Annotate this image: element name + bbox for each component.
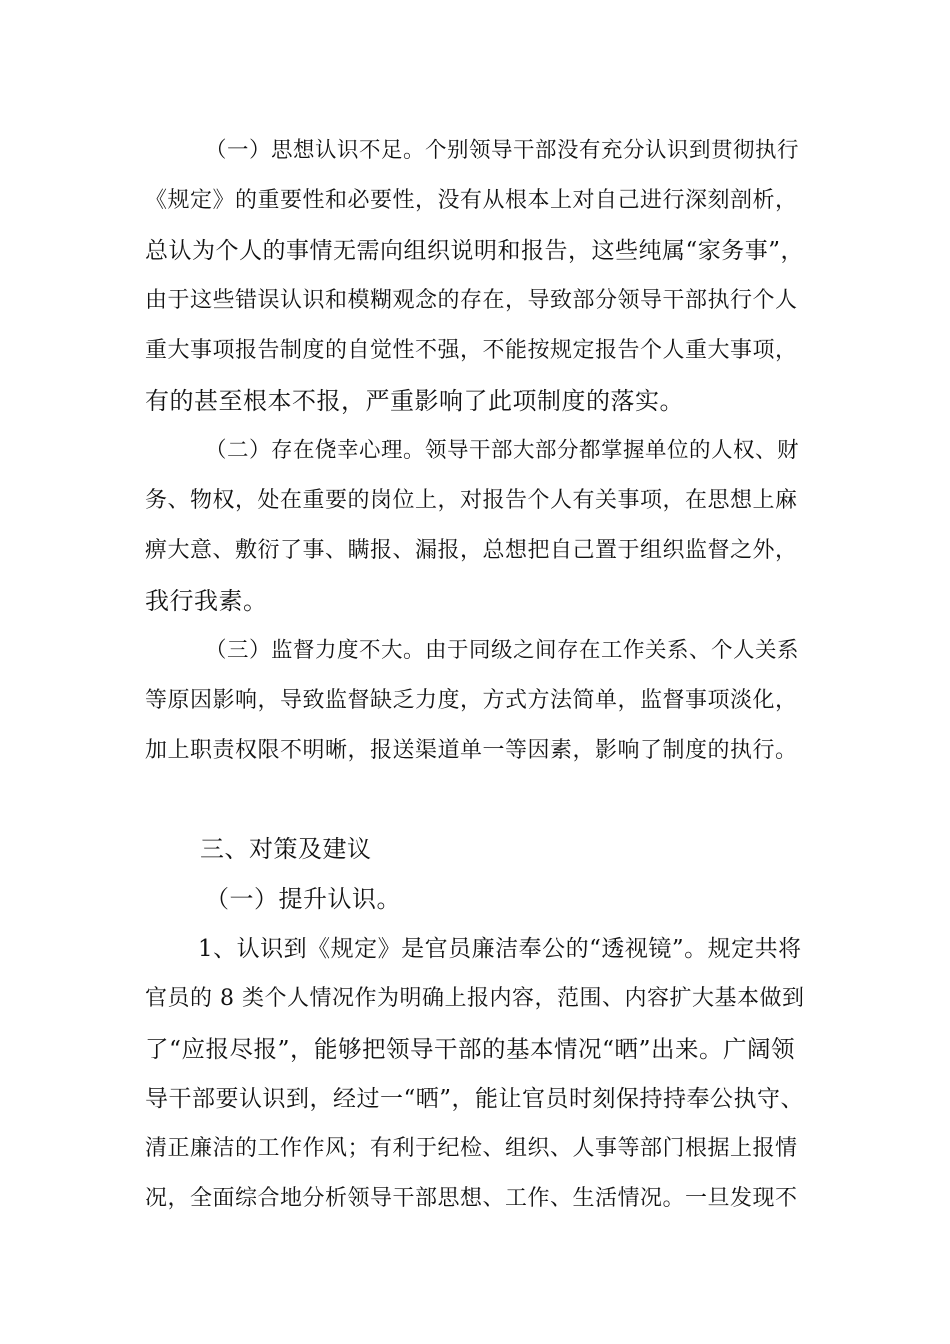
- paragraph-1-line-4: 由于这些错误认识和模糊观念的存在，导致部分领导干部执行个人: [145, 288, 798, 313]
- paragraph-3-line-1: （三）监督力度不大。由于同级之间存在工作关系、个人关系: [205, 638, 800, 663]
- paragraph-2-line-3: 痹大意、敷衍了事、瞒报、漏报，总想把自己置于组织监督之外，: [145, 538, 798, 563]
- paragraph-3-line-2: 等原因影响，导致监督缺乏力度，方式方法简单，监督事项淡化，: [145, 688, 798, 713]
- paragraph-2-line-1: （二）存在侥幸心理。领导干部大部分都掌握单位的人权、财: [205, 438, 800, 463]
- paragraph-4-line-1: 1、认识到《规定》是官员廉洁奉公的“透视镜”。规定共将: [198, 936, 802, 962]
- section-heading: 三、对策及建议: [200, 835, 372, 863]
- paragraph-1-line-5: 重大事项报告制度的自觉性不强，不能按规定报告个人重大事项，: [145, 338, 798, 363]
- paragraph-4-line-5: 清正廉洁的工作作风；有利于纪检、组织、人事等部门根据上报情: [145, 1136, 798, 1161]
- paragraph-1-line-2: 《规定》的重要性和必要性，没有从根本上对自己进行深刻剖析，: [145, 188, 798, 213]
- subsection-heading: （一）提升认识。: [205, 885, 401, 913]
- paragraph-4-line-3: 了“应报尽报”，能够把领导干部的基本情况“晒”出来。广阔领: [145, 1035, 796, 1063]
- paragraph-1-line-6: 有的甚至根本不报，严重影响了此项制度的落实。: [145, 387, 684, 415]
- paragraph-1-line-3: 总认为个人的事情无需向组织说明和报告，这些纯属“家务事”，: [145, 238, 805, 264]
- paragraph-4-line-4: 导干部要认识到，经过一“晒”，能让官员时刻保持持奉公执守、: [145, 1086, 805, 1112]
- paragraph-4-line-2: 官员的 8 类个人情况作为明确上报内容，范围、内容扩大基本做到: [145, 986, 805, 1011]
- paragraph-3-line-3: 加上职责权限不明晰，报送渠道单一等因素，影响了制度的执行。: [145, 738, 798, 763]
- paragraph-1-line-1: （一）思想认识不足。个别领导干部没有充分认识到贯彻执行: [205, 138, 800, 163]
- paragraph-4-line-6: 况，全面综合地分析领导干部思想、工作、生活情况。一旦发现不: [145, 1186, 798, 1211]
- paragraph-2-line-4: 我行我素。: [145, 587, 268, 615]
- paragraph-2-line-2: 务、物权，处在重要的岗位上，对报告个人有关事项，在思想上麻: [145, 488, 798, 513]
